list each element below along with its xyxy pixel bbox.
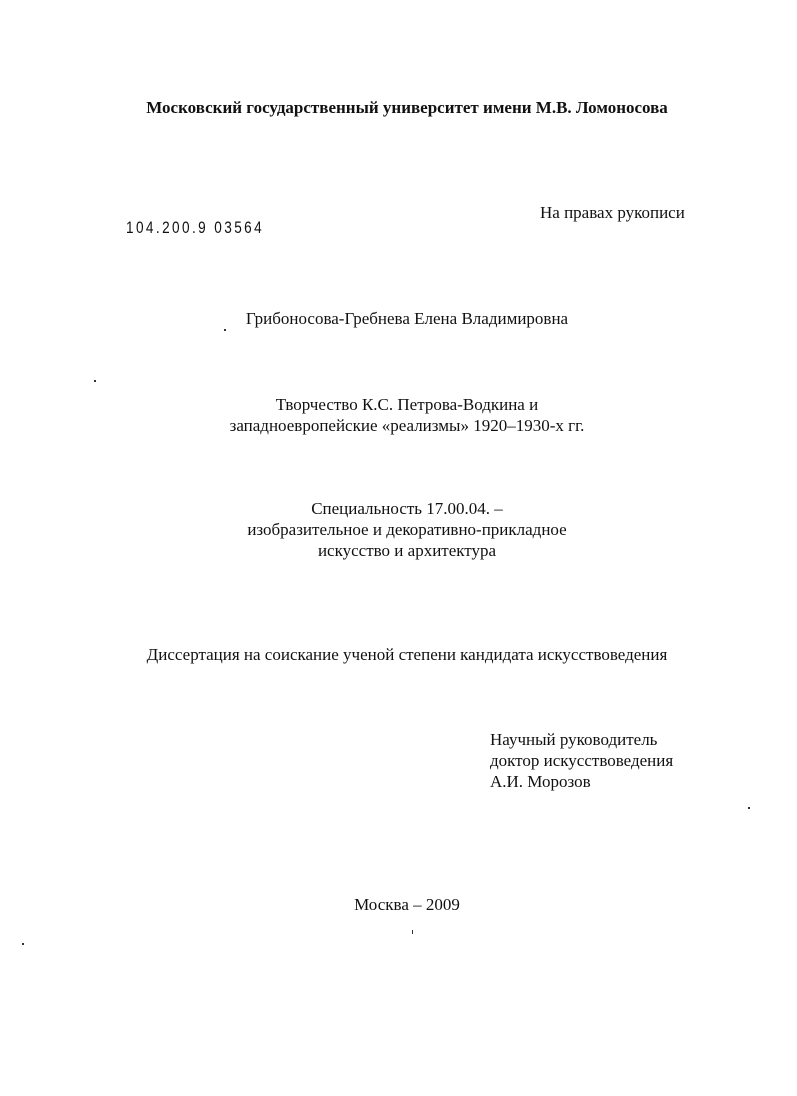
- scan-speck: [412, 930, 413, 934]
- supervisor-line: доктор искусствоведения: [490, 751, 674, 770]
- scan-speck: [22, 943, 24, 945]
- city-year: Москва – 2009: [354, 895, 460, 914]
- supervisor-line: А.И. Морозов: [490, 772, 591, 791]
- degree-statement: Диссертация на соискание ученой степени кандидата искусствоведения: [146, 645, 668, 664]
- scan-speck: [224, 329, 226, 331]
- title-line: Творчество К.С. Петрова-Водкина и: [275, 395, 539, 414]
- university-name: Московский государственный университет имени М.В. Ломоносова: [146, 98, 668, 117]
- scan-speck: [748, 807, 750, 809]
- author-name: Грибоносова-Гребнева Елена Владимировна: [245, 309, 569, 328]
- title-line: западноевропейские «реализмы» 1920–1930-х гг.: [229, 416, 585, 435]
- specialty-line: Специальность 17.00.04. –: [311, 499, 503, 518]
- specialty-line: искусство и архитектура: [317, 541, 497, 560]
- specialty: [0, 498, 797, 561]
- specialty-line: изобразительное и декоративно-прикладное: [247, 520, 567, 539]
- scan-speck: [94, 380, 96, 382]
- archive-stamp-number: 104.200.9 03564: [126, 218, 265, 237]
- dissertation-title: [0, 394, 797, 436]
- supervisor: [490, 729, 673, 792]
- supervisor-line: Научный руководитель: [490, 730, 658, 749]
- manuscript-note: На правах рукописи: [540, 203, 685, 222]
